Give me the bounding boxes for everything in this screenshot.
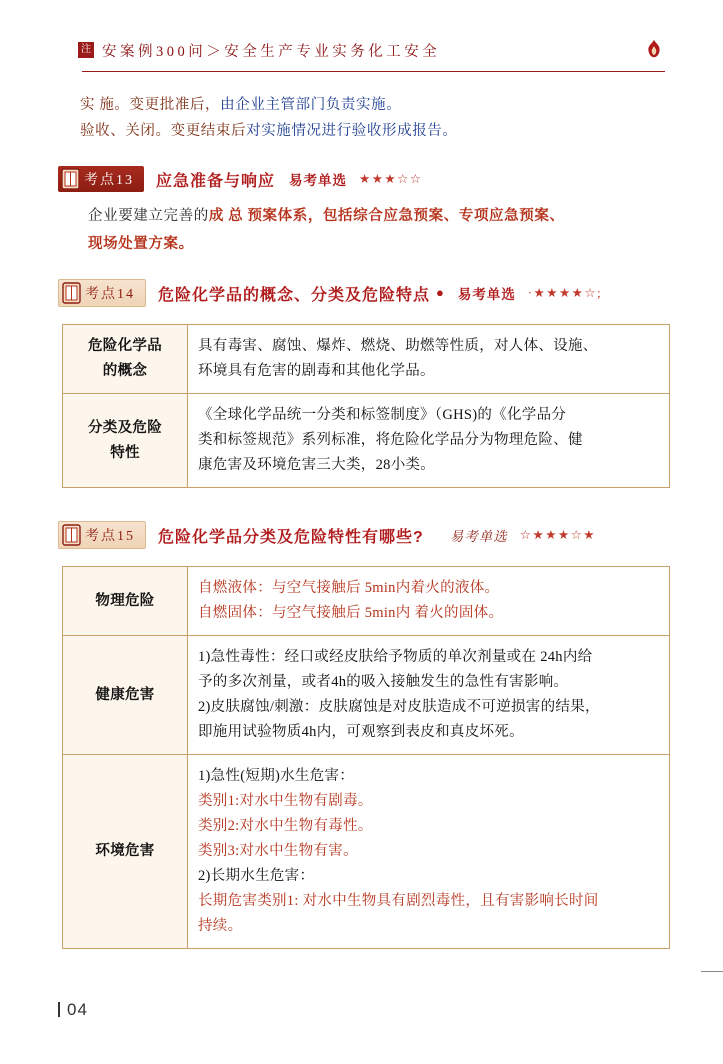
table-15-row-3-line-5: 2)长期水生危害： <box>198 868 315 884</box>
point-tag-14: 易考单选 <box>457 287 516 302</box>
header-title: 安案例300问＞安全生产专业实务化工安全 <box>102 44 441 60</box>
table-14-row-2-value-line-1: 《全球化学品统一分类和标签制度》（GHS)的《化学品分 <box>198 407 567 423</box>
table-15-row-3-line-4: 类别3:对水中生物有害。 <box>198 843 358 859</box>
point-stars-14: ·★★★★☆; <box>527 286 603 300</box>
table-15-row-3-line-2: 类别1:对水中生物有剧毒。 <box>198 793 373 809</box>
table-14-row-1-label <box>63 325 188 394</box>
table-15-row-2-line-2: 予的多次剂量，或者4h的吸入接触发生的急性有害影响。 <box>198 674 569 690</box>
table-14-row-2-label-line-1: 分类及危险 <box>88 419 162 436</box>
table-15-row-2-value <box>188 636 670 755</box>
table-14-row-2-value-line-3: 康危害及环境危害三大类，28小类。 <box>198 457 436 473</box>
table-14-row-2-label-line-2: 特性 <box>110 444 140 461</box>
table-14-row-2-value-line-2: 类和标签规范》系列标准，将危险化学品分为物理危险、健 <box>198 432 583 448</box>
table-15-row-3-line-7: 持续。 <box>198 918 243 934</box>
table-15-row-2-line-1: 1)急性毒性：经口或经皮肤给予物质的单次剂量或在 24h内给 <box>198 649 593 665</box>
table-15-row-2-label: 健康危害 <box>63 636 188 755</box>
table-14-row-1-value-line-1: 具有毒害、腐蚀、爆炸、燃烧、助燃等性质，对人体、设施、 <box>198 338 598 354</box>
table-14-row-1-value-line-2: 环境具有危害的剧毒和其他化学品。 <box>198 363 435 379</box>
table-row <box>63 567 670 636</box>
point-title-13: 应急准备与响应 <box>156 172 276 190</box>
point-header-14 <box>58 276 665 310</box>
intro-line-1-part-b: 由企业主管部门负责实施。 <box>220 97 402 113</box>
intro-line-1-part-a: 实 施。变更批准后， <box>80 97 221 113</box>
point-header-15 <box>58 518 665 552</box>
point-title-14: 危险化学品的概念、分类及危险特点 <box>158 286 431 304</box>
intro-line-2-part-a: 验收、关闭。变更结束后 <box>80 123 247 139</box>
table-row <box>63 636 670 755</box>
table-row <box>63 394 670 488</box>
point-13-body <box>58 202 665 258</box>
page-number: 04 <box>67 1000 88 1019</box>
table-15-row-3-line-6: 长期危害类别1: 对水中生物具有剧烈毒性，且有害影响长时间 <box>198 893 599 909</box>
table-15-row-2-line-3: 2)皮肤腐蚀/刺激：皮肤腐蚀是对皮肤造成不可逆损害的结果， <box>198 699 600 715</box>
table-15-row-1-value <box>188 567 670 636</box>
table-point-15 <box>62 566 670 949</box>
page-header <box>58 40 665 76</box>
page-edge-tick <box>701 971 723 972</box>
point-badge-14-label: 考点14 <box>85 287 135 302</box>
point-badge-14 <box>58 279 146 307</box>
book-icon <box>61 168 81 190</box>
point-header-13 <box>58 162 665 196</box>
point-badge-15-label: 考点15 <box>85 529 135 544</box>
point-badge-15 <box>58 521 146 549</box>
table-row <box>63 325 670 394</box>
table-14-row-1-label-line-2: 的概念 <box>102 363 148 379</box>
point-title-15: 危险化学品分类及危险特性有哪些? <box>158 528 424 546</box>
table-15-row-1-line-1: 自燃液体：与空气接触后 5min内着火的液体。 <box>198 580 500 596</box>
brand-flame-icon <box>643 38 665 60</box>
table-15-row-3-line-1: 1)急性(短期)水生危害： <box>198 768 355 784</box>
table-row <box>63 755 670 949</box>
book-icon <box>62 282 82 304</box>
table-15-row-3-line-3: 类别2:对水中生物有毒性。 <box>198 818 373 834</box>
point-badge-13 <box>58 166 144 192</box>
point-13-body-line-1 <box>88 202 665 230</box>
point-13-body-seg1: 企业要建立完善的 <box>88 208 209 224</box>
table-14-row-1-label-line-1: 危险化学品 <box>88 338 162 354</box>
document-page <box>0 40 723 1064</box>
table-15-row-3-label: 环境危害 <box>63 755 188 949</box>
footer-bar <box>58 1002 60 1017</box>
point-13-body-seg2: 成 总 预案体系，包括综合应急预案、专项应急预案、 <box>208 208 565 224</box>
intro-line-2 <box>80 118 665 144</box>
point-stars-13: ★★★☆☆ <box>359 172 423 186</box>
table-15-row-1-line-2: 自燃固体：与空气接触后 5min内 着火的固体。 <box>198 605 504 621</box>
intro-line-1 <box>80 92 665 118</box>
table-14-row-1-value <box>188 325 670 394</box>
table-14-row-2-value <box>188 394 670 488</box>
table-point-14 <box>62 324 670 488</box>
point-stars-15: ☆★★★☆★ <box>519 528 597 542</box>
table-15-row-3-value <box>188 755 670 949</box>
header-divider <box>82 71 665 72</box>
point-badge-13-label: 考点13 <box>84 173 134 188</box>
intro-block <box>58 92 665 144</box>
point-tag-13: 易考单选 <box>289 173 348 188</box>
table-15-row-2-line-4: 即施用试验物质4h内，可观察到表皮和真皮坏死。 <box>198 724 524 740</box>
header-mark-badge: 注 <box>78 42 94 58</box>
point-14-dot-marker: ● <box>436 285 444 300</box>
book-icon <box>62 524 82 546</box>
table-14-row-2-label <box>63 394 188 488</box>
page-footer <box>58 1000 88 1020</box>
intro-line-2-part-b: 对实施情况进行验收形成报告。 <box>246 123 458 139</box>
table-15-row-1-label: 物理危险 <box>63 567 188 636</box>
point-tag-15: 易考单选 <box>449 529 508 544</box>
point-13-body-line-2: 现场处置方案。 <box>88 236 194 252</box>
